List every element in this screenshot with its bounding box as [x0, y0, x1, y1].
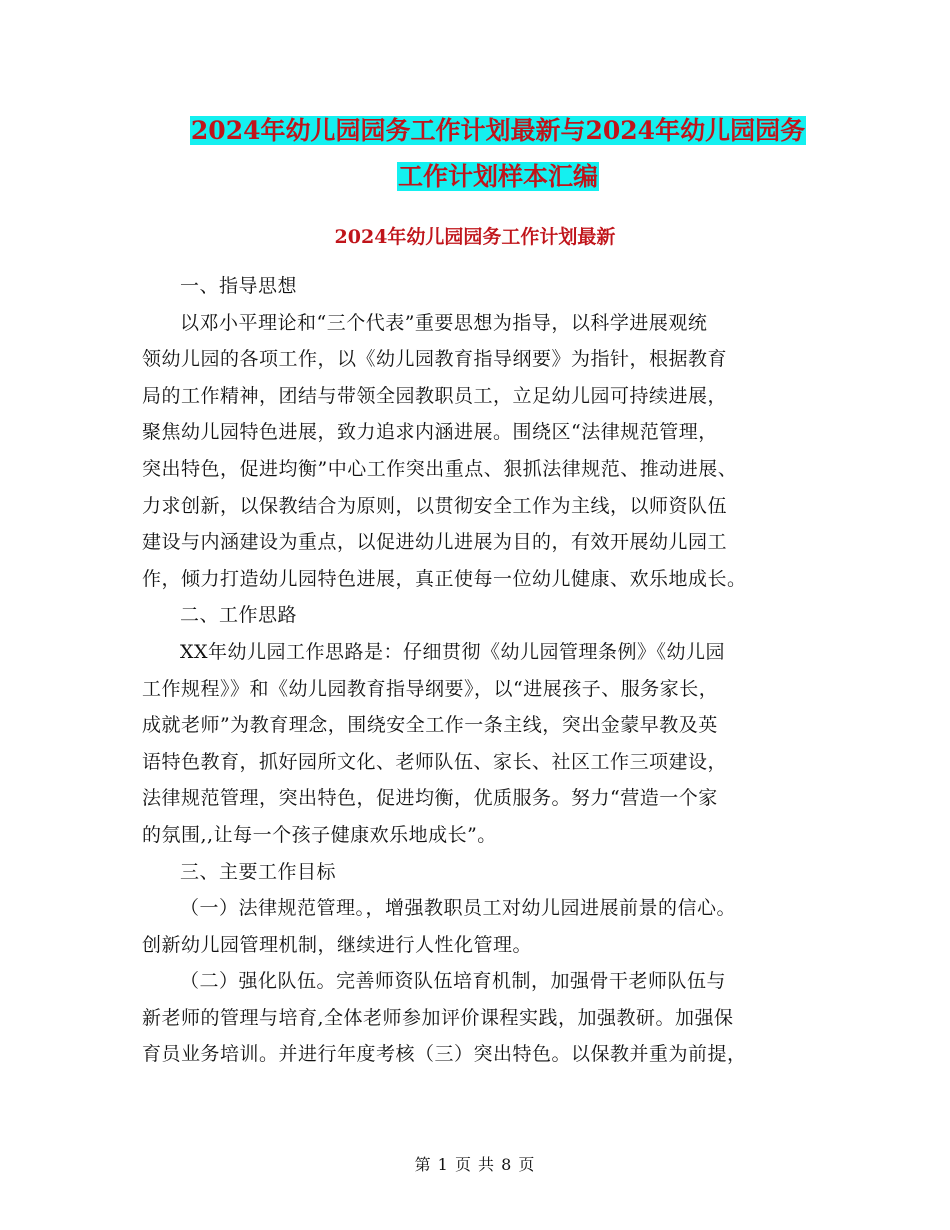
heading-main-goals: 三、主要工作目标 [180, 860, 337, 883]
section-title: 2024年幼儿园园务工作计划最新 [334, 226, 616, 248]
paragraph-goal-1: （一）法律规范管理。，增强教职员工对幼儿园进展前景的信心。 创新幼儿园管理机制，继续进行人性化管理。 [142, 897, 737, 956]
body-text [142, 268, 814, 1073]
heading-work-approach: 二、工作思路 [180, 604, 298, 627]
paragraph-goal-2: （二）强化队伍。完善师资队伍培育机制，加强骨干老师队伍与 新老师的管理与培育,全体老师参加评价课程实践，加强教研。加强保 育员业务培训。并进行年度考核（三）突出特色。以保教并重为前提， [142, 970, 747, 1066]
document-title [140, 108, 856, 200]
page-footer: 第 1 页 共 8 页 [414, 1155, 536, 1174]
title-line-1: 2024年幼儿园园务工作计划最新与2024年幼儿园园务 [190, 116, 806, 145]
heading-guiding-ideology: 一、指导思想 [180, 275, 298, 297]
paragraph-work-approach: XX年幼儿园工作思路是：仔细贯彻《幼儿园管理条例》《幼儿园 工作规程》》和《幼儿园教育指导纲要》，以“进展孩子、服务家长， 成就老师”为教育理念，围绕安全工作一条主线，突出金蒙早教及英 语特色教育，抓好园所文化、老师队伍、家长、社区工作三项建设， 法律规范管理，突出特色，促进均衡，优质服务。努力“营造一个家 的氛围,,让每一个孩子健康欢乐地成长”。 [142, 640, 728, 846]
title-line-2: 工作计划样本汇编 [397, 162, 598, 191]
paragraph-guiding-ideology: 以邓小平理论和“三个代表”重要思想为指导，以科学进展观统 领幼儿园的各项工作，以《幼儿园教育指导纲要》为指针，根据教育 局的工作精神，团结与带领全园教职员工，立足幼儿园可持续进展， 聚焦幼儿园特色进展，致力追求内涵进展。围绕区“法律规范管理， 突出特色，促进均衡”中心工作突出重点、狠抓法律规范、推动进展、 力求创新，以保教结合为原则，以贯彻安全工作为主线，以师资队伍 建设与内涵建设为重点，以促进幼儿进展为目的，有效开展幼儿园工 作，倾力打造幼儿园特色进展，真正使每一位幼儿健康、欢乐地成长。 [142, 311, 747, 590]
